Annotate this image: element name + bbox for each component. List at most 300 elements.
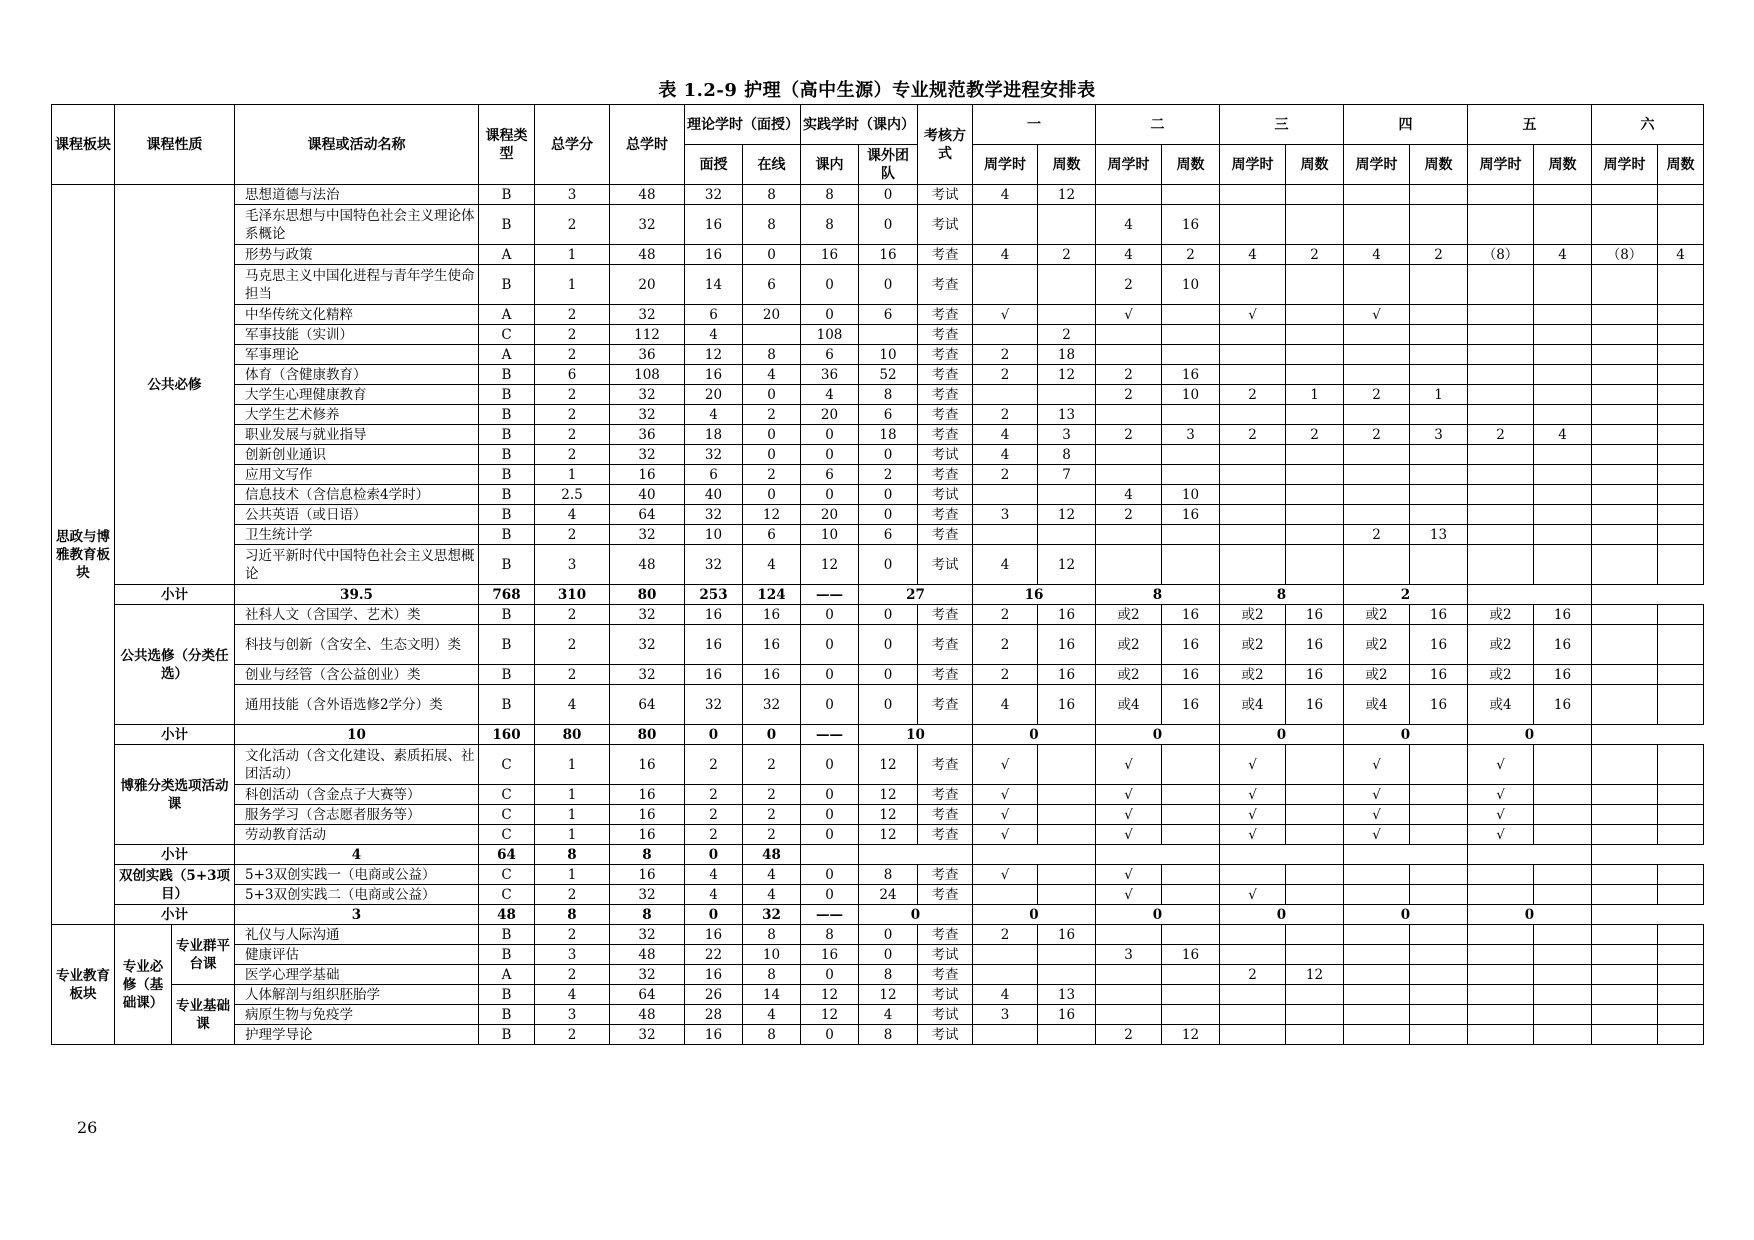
cell [1592,885,1658,905]
cell: 考查 [918,525,973,545]
course-name: 思想道德与法治 [235,185,479,205]
cell: 4 [1220,245,1286,265]
cell: 2 [973,605,1038,625]
cell: 2 [535,885,610,905]
cell: 16 [685,925,743,945]
cell: 8 [743,205,801,245]
table-row [52,325,1704,345]
cell: 考查 [918,245,973,265]
cell [1220,365,1286,385]
cell: 3 [535,1005,610,1025]
cell: 或4 [1468,685,1534,725]
cell [1220,1025,1286,1045]
cell: B [479,365,535,385]
cell [1220,505,1286,525]
cell: 1 [535,865,610,885]
table-row [52,485,1704,505]
cell [1468,525,1534,545]
cell [1534,405,1592,425]
cell: B [479,465,535,485]
cell [1534,325,1592,345]
cell [1468,465,1534,485]
cell: 32 [743,685,801,725]
subtotal-value [1344,845,1468,865]
cell [1286,525,1344,545]
subtotal-value: 10 [235,725,479,745]
cell [973,265,1038,305]
header-semester-6: 六 [1592,105,1704,145]
cell: 2 [859,465,918,485]
cell: 2 [1220,385,1286,405]
cell [1038,205,1096,245]
cell: 16 [1534,605,1592,625]
cell [1220,265,1286,305]
cell: A [479,965,535,985]
cell: C [479,805,535,825]
course-name: 应用文写作 [235,465,479,485]
cell [1038,305,1096,325]
cell: 或4 [1344,685,1410,725]
cell: 10 [743,945,801,965]
cell: 16 [1410,665,1468,685]
cell: 6 [859,525,918,545]
cell [1286,505,1344,525]
table-row [52,365,1704,385]
subtotal-value: 0 [685,845,743,865]
cell: 4 [743,545,801,585]
cell: 18 [685,425,743,445]
cell: 考试 [918,985,973,1005]
cell: 1 [535,785,610,805]
cell: √ [1220,785,1286,805]
cell: 8 [859,385,918,405]
header-semester-5: 五 [1468,105,1592,145]
cell: √ [973,785,1038,805]
cell: B [479,945,535,965]
cell: 48 [610,245,685,265]
subtotal-value: 27 [859,585,973,605]
cell [1534,305,1592,325]
table-row [52,245,1704,265]
cell: 0 [801,605,859,625]
cell [1658,625,1704,665]
cell [1592,625,1658,665]
cell [1658,345,1704,365]
cell: 0 [801,865,859,885]
cell: 4 [685,325,743,345]
cell [1344,265,1410,305]
cell: 考查 [918,365,973,385]
cell: 2 [535,425,610,445]
cell: 16 [801,945,859,965]
course-name: 文化活动（含文化建设、素质拓展、社团活动） [235,745,479,785]
cell [1286,205,1344,245]
table-row [52,345,1704,365]
cell [1286,925,1344,945]
cell [1162,305,1220,325]
cell [1658,205,1704,245]
cell [1286,885,1344,905]
cell: 2 [1344,425,1410,445]
cell: 2 [1096,385,1162,405]
cell: B [479,1025,535,1045]
cell [1658,785,1704,805]
cell: 16 [1038,625,1096,665]
cell: 16 [801,245,859,265]
cell: 16 [1410,625,1468,665]
cell [1220,945,1286,965]
cell: 2 [685,745,743,785]
cell: 考试 [918,485,973,505]
course-name: 5+3双创实践二（电商或公益） [235,885,479,905]
cell: 2 [1038,245,1096,265]
cell [1344,965,1410,985]
cell [1534,985,1592,1005]
course-name: 大学生心理健康教育 [235,385,479,405]
subtotal-value: 0 [973,725,1096,745]
cell [1162,325,1220,345]
cell [1658,425,1704,445]
subtotal-value: 8 [610,905,685,925]
cell [1658,745,1704,785]
cell: 4 [973,445,1038,465]
table-row [52,865,1704,885]
cell: 2 [743,805,801,825]
cell: 2 [743,785,801,805]
cell: √ [1468,805,1534,825]
cell: 8 [859,865,918,885]
cell: 16 [685,245,743,265]
cell: 考查 [918,605,973,625]
cell: 6 [801,345,859,365]
cell [1286,805,1344,825]
subtotal-value: 8 [1220,585,1344,605]
cell: 4 [1096,245,1162,265]
cell: B [479,505,535,525]
cell [1286,365,1344,385]
cell: 2 [1286,425,1344,445]
cell: 12 [1038,545,1096,585]
cell [1410,405,1468,425]
cell: 18 [1038,345,1096,365]
course-name: 习近平新时代中国特色社会主义思想概论 [235,545,479,585]
cell [1592,465,1658,485]
cell: √ [1220,745,1286,785]
cell: 0 [801,805,859,825]
course-name: 职业发展与就业指导 [235,425,479,445]
cell: 4 [685,865,743,885]
cell [1468,1025,1534,1045]
cell [1344,445,1410,465]
cell [1096,345,1162,365]
cell: 考试 [918,185,973,205]
cell: 考查 [918,425,973,445]
cell: 2 [685,785,743,805]
cell: 2 [1220,965,1286,985]
cell: √ [973,825,1038,845]
cell: 6 [801,465,859,485]
cell [1096,445,1162,465]
cell: 32 [610,665,685,685]
cell: B [479,405,535,425]
cell [1534,745,1592,785]
subtotal-value: 48 [743,845,801,865]
cell: 4 [743,885,801,905]
table-row [52,405,1704,425]
cell: √ [1096,805,1162,825]
cell [1534,865,1592,885]
cell [973,325,1038,345]
cell [1592,425,1658,445]
cell: 12 [859,745,918,785]
cell: 16 [1162,205,1220,245]
table-row [52,1005,1704,1025]
cell [1658,445,1704,465]
subtotal-label: 小计 [115,585,235,605]
cell [1038,1025,1096,1045]
cell: 2 [973,345,1038,365]
subtotal-value: 80 [610,725,685,745]
cell: 0 [859,545,918,585]
cell [1410,985,1468,1005]
subtotal-label: 小计 [115,725,235,745]
cell [1220,345,1286,365]
cell [1592,185,1658,205]
cell [1038,385,1096,405]
cell: 12 [685,345,743,365]
cell: 12 [859,985,918,1005]
cell [1658,605,1704,625]
cell [1410,925,1468,945]
subtotal-value: 48 [479,905,535,925]
cell [1658,665,1704,685]
cell: 16 [1162,605,1220,625]
cell [1162,465,1220,485]
cell: 13 [1038,405,1096,425]
cell: 考查 [918,625,973,665]
cell: B [479,625,535,665]
cell [1286,345,1344,365]
cell: 32 [685,505,743,525]
cell [1468,945,1534,965]
cell [1592,505,1658,525]
cell [1286,465,1344,485]
nature-major-basic: 专业基础课 [172,985,235,1045]
course-name: 劳动教育活动 [235,825,479,845]
cell: 或2 [1096,625,1162,665]
header-week-hours: 周学时 [1468,145,1534,185]
header-type: 课程类型 [479,105,535,185]
cell: B [479,1005,535,1025]
cell: √ [1344,745,1410,785]
cell: B [479,685,535,725]
cell: 13 [1038,985,1096,1005]
cell: √ [1344,305,1410,325]
cell: 2 [535,205,610,245]
subtotal-value: 8 [535,905,610,925]
cell [1410,505,1468,525]
cell [1344,205,1410,245]
cell [1468,265,1534,305]
cell: 2 [743,745,801,785]
cell: 4 [743,865,801,885]
cell: 考查 [918,465,973,485]
cell [1038,825,1096,845]
header-practice-in: 课内 [801,145,859,185]
cell [1286,485,1344,505]
cell: 16 [1286,605,1344,625]
cell [1038,525,1096,545]
cell: 考查 [918,305,973,325]
course-name: 大学生艺术修养 [235,405,479,425]
header-theory: 理论学时（面授） [685,105,801,145]
cell: 0 [743,485,801,505]
course-name: 医学心理学基础 [235,965,479,985]
cell: 2 [1410,245,1468,265]
cell [1344,1025,1410,1045]
subtotal-value: 160 [479,725,535,745]
cell: 2 [535,665,610,685]
cell [1096,525,1162,545]
header-hours: 总学时 [610,105,685,185]
cell [1410,945,1468,965]
cell [1220,525,1286,545]
cell: 2 [1038,325,1096,345]
cell: 16 [1534,685,1592,725]
table-title: 表 1.2-9 护理（高中生源）专业规范教学进程安排表 [658,80,1096,101]
subtotal-value: 0 [1220,905,1344,925]
cell: 或2 [1344,625,1410,665]
cell [1162,865,1220,885]
cell: 2 [535,965,610,985]
cell [1344,405,1410,425]
cell [1286,325,1344,345]
cell: 6 [743,265,801,305]
cell: 考试 [918,945,973,965]
cell [1344,945,1410,965]
cell: 考查 [918,785,973,805]
module-zhuanye: 专业教育板块 [52,925,115,1045]
header-week-hours: 周学时 [1096,145,1162,185]
course-name: 礼仪与人际沟通 [235,925,479,945]
cell [859,325,918,345]
cell: 4 [685,405,743,425]
cell [1468,185,1534,205]
cell [1220,985,1286,1005]
cell: 20 [610,265,685,305]
cell: 2 [535,925,610,945]
cell: 16 [1038,685,1096,725]
subtotal-value: 0 [1096,725,1220,745]
cell: 2 [535,405,610,425]
cell [1592,865,1658,885]
cell: √ [1468,825,1534,845]
table-row [52,265,1704,305]
cell: 0 [859,605,918,625]
cell: 2 [743,405,801,425]
cell: 4 [535,505,610,525]
cell: 16 [743,605,801,625]
cell: 12 [1286,965,1344,985]
subtotal-label: 小计 [115,905,235,925]
cell: √ [973,805,1038,825]
cell: 2 [535,525,610,545]
cell: 12 [859,825,918,845]
cell [1410,465,1468,485]
cell: 1 [535,265,610,305]
cell [1592,1005,1658,1025]
cell: 考查 [918,865,973,885]
cell [1592,325,1658,345]
nature-major-required: 专业必修（基础课） [115,925,172,1045]
subtotal-value: 0 [1468,725,1592,745]
cell [1286,405,1344,425]
cell: A [479,345,535,365]
cell [1344,865,1410,885]
subtotal-value: 64 [479,845,535,865]
cell: 32 [610,405,685,425]
cell: 4 [1534,425,1592,445]
cell: B [479,185,535,205]
cell: 108 [610,365,685,385]
cell: 4 [973,685,1038,725]
cell [1038,965,1096,985]
cell [1410,885,1468,905]
cell: 12 [801,1005,859,1025]
cell: 16 [610,745,685,785]
cell: 3 [1096,945,1162,965]
cell: 16 [1286,625,1344,665]
cell [973,885,1038,905]
cell: √ [973,745,1038,785]
cell: 考查 [918,825,973,845]
cell: C [479,825,535,845]
cell [1658,405,1704,425]
cell: 3 [1038,425,1096,445]
cell: 32 [610,305,685,325]
cell: 16 [685,365,743,385]
cell: 12 [1038,185,1096,205]
cell: 16 [1038,665,1096,685]
course-name: 卫生统计学 [235,525,479,545]
subtotal-value: 39.5 [235,585,479,605]
subtotal-value: 16 [973,585,1096,605]
cell: 12 [743,505,801,525]
cell: 16 [685,625,743,665]
cell: 16 [685,1025,743,1045]
cell [1658,485,1704,505]
course-name: 病原生物与免疫学 [235,1005,479,1025]
cell: A [479,305,535,325]
cell: 16 [1162,685,1220,725]
cell: B [479,265,535,305]
header-practice-out: 课外团队 [859,145,918,185]
cell: 2 [685,825,743,845]
cell: √ [1344,785,1410,805]
cell [1592,985,1658,1005]
cell [1286,825,1344,845]
cell: 2 [1162,245,1220,265]
cell: 2 [1096,505,1162,525]
cell [1410,365,1468,385]
table-row [52,465,1704,485]
cell [1534,185,1592,205]
subtotal-value [1096,845,1220,865]
subtotal-value [859,845,973,865]
cell: 或2 [1096,665,1162,685]
cell: 2 [1220,425,1286,445]
cell [1592,385,1658,405]
